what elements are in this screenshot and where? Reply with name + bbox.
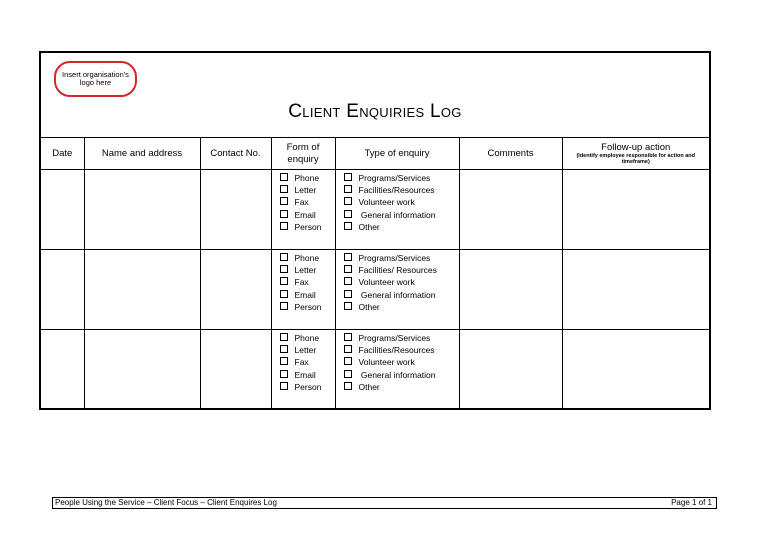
checkbox-option[interactable] bbox=[344, 184, 459, 196]
form-options-list bbox=[272, 250, 335, 313]
follow-up-cell[interactable] bbox=[562, 330, 709, 411]
name-address-cell[interactable] bbox=[84, 250, 200, 330]
checkbox-label: Programs/Services bbox=[358, 333, 431, 343]
checkbox-option[interactable] bbox=[344, 381, 459, 393]
checkbox-label: Fax bbox=[294, 197, 309, 208]
logo-placeholder bbox=[54, 61, 137, 97]
comments-cell[interactable] bbox=[459, 250, 562, 330]
header-comments: Comments bbox=[459, 138, 562, 170]
checkbox-option[interactable] bbox=[344, 252, 459, 264]
checkbox-label: Other bbox=[358, 301, 380, 312]
checkbox-label: Email bbox=[294, 209, 316, 220]
checkbox-label: Phone bbox=[294, 333, 320, 343]
checkbox-icon[interactable] bbox=[280, 173, 288, 181]
checkbox-option[interactable] bbox=[344, 221, 459, 233]
date-cell[interactable] bbox=[41, 330, 84, 411]
contact-no-cell[interactable] bbox=[200, 330, 271, 411]
page-footer bbox=[52, 497, 717, 509]
checkbox-label: Fax bbox=[294, 357, 309, 368]
checkbox-option[interactable] bbox=[344, 344, 459, 356]
checkbox-option[interactable] bbox=[344, 301, 459, 313]
header-contact-no: Contact No. bbox=[200, 138, 271, 170]
checkbox-option[interactable] bbox=[344, 289, 459, 301]
form-of-enquiry-cell bbox=[271, 170, 335, 250]
checkbox-label: Other bbox=[358, 381, 380, 392]
type-options-list bbox=[336, 330, 459, 393]
checkbox-option[interactable] bbox=[280, 301, 335, 313]
checkbox-icon[interactable] bbox=[344, 210, 352, 218]
checkbox-option[interactable] bbox=[344, 209, 459, 221]
checkbox-icon[interactable] bbox=[344, 333, 352, 341]
comments-cell[interactable] bbox=[459, 330, 562, 411]
checkbox-icon[interactable] bbox=[344, 253, 352, 261]
checkbox-icon[interactable] bbox=[344, 222, 352, 230]
header-date: Date bbox=[41, 138, 84, 170]
checkbox-option[interactable] bbox=[280, 369, 335, 381]
logo-placeholder-text: Insert organisation's logo here bbox=[62, 69, 129, 87]
type-of-enquiry-cell bbox=[335, 170, 459, 250]
contact-no-cell[interactable] bbox=[200, 170, 271, 250]
comments-cell[interactable] bbox=[459, 170, 562, 250]
checkbox-icon[interactable] bbox=[344, 277, 352, 285]
checkbox-icon[interactable] bbox=[344, 357, 352, 365]
checkbox-label: Fax bbox=[294, 277, 309, 288]
checkbox-label: Person bbox=[294, 221, 322, 232]
checkbox-icon[interactable] bbox=[344, 370, 352, 378]
contact-no-cell[interactable] bbox=[200, 250, 271, 330]
checkbox-icon[interactable] bbox=[280, 357, 288, 365]
checkbox-option[interactable] bbox=[280, 356, 335, 368]
checkbox-label: Programs/Services bbox=[358, 173, 431, 183]
checkbox-option[interactable] bbox=[344, 196, 459, 208]
form-frame bbox=[39, 51, 711, 410]
checkbox-label: Person bbox=[294, 381, 322, 392]
table-header-row bbox=[41, 138, 709, 170]
checkbox-label: Facilities/Resources bbox=[358, 185, 435, 196]
checkbox-icon[interactable] bbox=[344, 345, 352, 353]
checkbox-icon[interactable] bbox=[344, 197, 352, 205]
checkbox-label: Volunteer work bbox=[358, 197, 415, 208]
form-of-enquiry-cell bbox=[271, 330, 335, 411]
checkbox-option[interactable] bbox=[280, 332, 335, 344]
form-of-enquiry-cell bbox=[271, 250, 335, 330]
header-form-of-enquiry: Form of enquiry bbox=[271, 138, 335, 170]
checkbox-icon[interactable] bbox=[280, 333, 288, 341]
date-cell[interactable] bbox=[41, 170, 84, 250]
checkbox-label: General information bbox=[358, 369, 436, 380]
checkbox-label: Phone bbox=[294, 253, 320, 263]
table-row bbox=[41, 250, 709, 330]
checkbox-label: Letter bbox=[294, 185, 317, 196]
checkbox-option[interactable] bbox=[344, 356, 459, 368]
checkbox-option[interactable] bbox=[280, 209, 335, 221]
checkbox-option[interactable] bbox=[280, 289, 335, 301]
follow-up-note: (Identify employee responsible for action and timeframe) bbox=[576, 152, 696, 165]
date-cell[interactable] bbox=[41, 250, 84, 330]
enquiries-table bbox=[41, 137, 709, 410]
checkbox-label: Letter bbox=[294, 345, 317, 356]
checkbox-icon[interactable] bbox=[280, 197, 288, 205]
checkbox-option[interactable] bbox=[344, 172, 459, 184]
header-name-address: Name and address bbox=[84, 138, 200, 170]
follow-up-title: Follow-up action bbox=[601, 141, 671, 153]
type-of-enquiry-cell bbox=[335, 330, 459, 411]
checkbox-icon[interactable] bbox=[344, 290, 352, 298]
name-address-cell[interactable] bbox=[84, 330, 200, 411]
table-row bbox=[41, 330, 709, 411]
checkbox-icon[interactable] bbox=[344, 173, 352, 181]
page-title: Client Enquiries Log bbox=[288, 101, 462, 122]
table-row bbox=[41, 170, 709, 250]
checkbox-label: Phone bbox=[294, 173, 320, 183]
checkbox-label: Volunteer work bbox=[358, 357, 415, 368]
checkbox-option[interactable] bbox=[344, 369, 459, 381]
checkbox-option[interactable] bbox=[344, 332, 459, 344]
header-type-of-enquiry: Type of enquiry bbox=[335, 138, 459, 170]
follow-up-cell[interactable] bbox=[562, 250, 709, 330]
header-follow-up-action bbox=[562, 138, 709, 170]
checkbox-option[interactable] bbox=[344, 276, 459, 288]
checkbox-icon[interactable] bbox=[280, 185, 288, 193]
checkbox-label: Facilities/ Resources bbox=[358, 265, 437, 276]
follow-up-cell[interactable] bbox=[562, 170, 709, 250]
checkbox-label: Email bbox=[294, 289, 316, 300]
checkbox-icon[interactable] bbox=[280, 290, 288, 298]
checkbox-icon[interactable] bbox=[344, 265, 352, 273]
checkbox-option[interactable] bbox=[280, 344, 335, 356]
checkbox-option[interactable] bbox=[280, 276, 335, 288]
type-options-list bbox=[336, 170, 459, 233]
checkbox-label: Facilities/Resources bbox=[358, 345, 435, 356]
checkbox-label: Person bbox=[294, 301, 322, 312]
checkbox-icon[interactable] bbox=[280, 222, 288, 230]
form-options-list bbox=[272, 170, 335, 233]
checkbox-icon[interactable] bbox=[280, 277, 288, 285]
footer-title: People Using the Service – Client Focus – Client Enquires Log bbox=[55, 498, 277, 507]
checkbox-option[interactable] bbox=[280, 196, 335, 208]
type-options-list bbox=[336, 250, 459, 313]
checkbox-icon[interactable] bbox=[280, 370, 288, 378]
checkbox-icon[interactable] bbox=[280, 265, 288, 273]
checkbox-option[interactable] bbox=[280, 221, 335, 233]
checkbox-icon[interactable] bbox=[344, 302, 352, 310]
checkbox-label: Programs/Services bbox=[358, 253, 431, 263]
checkbox-label: Letter bbox=[294, 265, 317, 276]
checkbox-option[interactable] bbox=[280, 381, 335, 393]
checkbox-option[interactable] bbox=[280, 252, 335, 264]
checkbox-icon[interactable] bbox=[280, 345, 288, 353]
checkbox-label: General information bbox=[358, 209, 436, 220]
checkbox-label: Email bbox=[294, 369, 316, 380]
checkbox-icon[interactable] bbox=[280, 210, 288, 218]
checkbox-label: Volunteer work bbox=[358, 277, 415, 288]
form-options-list bbox=[272, 330, 335, 393]
checkbox-option[interactable] bbox=[344, 264, 459, 276]
checkbox-option[interactable] bbox=[280, 172, 335, 184]
checkbox-icon[interactable] bbox=[280, 382, 288, 390]
checkbox-icon[interactable] bbox=[344, 382, 352, 390]
checkbox-label: Other bbox=[358, 221, 380, 232]
checkbox-label: General information bbox=[358, 289, 436, 300]
type-of-enquiry-cell bbox=[335, 250, 459, 330]
checkbox-option[interactable] bbox=[280, 264, 335, 276]
footer-page-number: Page 1 of 1 bbox=[671, 498, 712, 507]
checkbox-icon[interactable] bbox=[280, 302, 288, 310]
name-address-cell[interactable] bbox=[84, 170, 200, 250]
checkbox-icon[interactable] bbox=[344, 185, 352, 193]
checkbox-icon[interactable] bbox=[280, 253, 288, 261]
checkbox-option[interactable] bbox=[280, 184, 335, 196]
